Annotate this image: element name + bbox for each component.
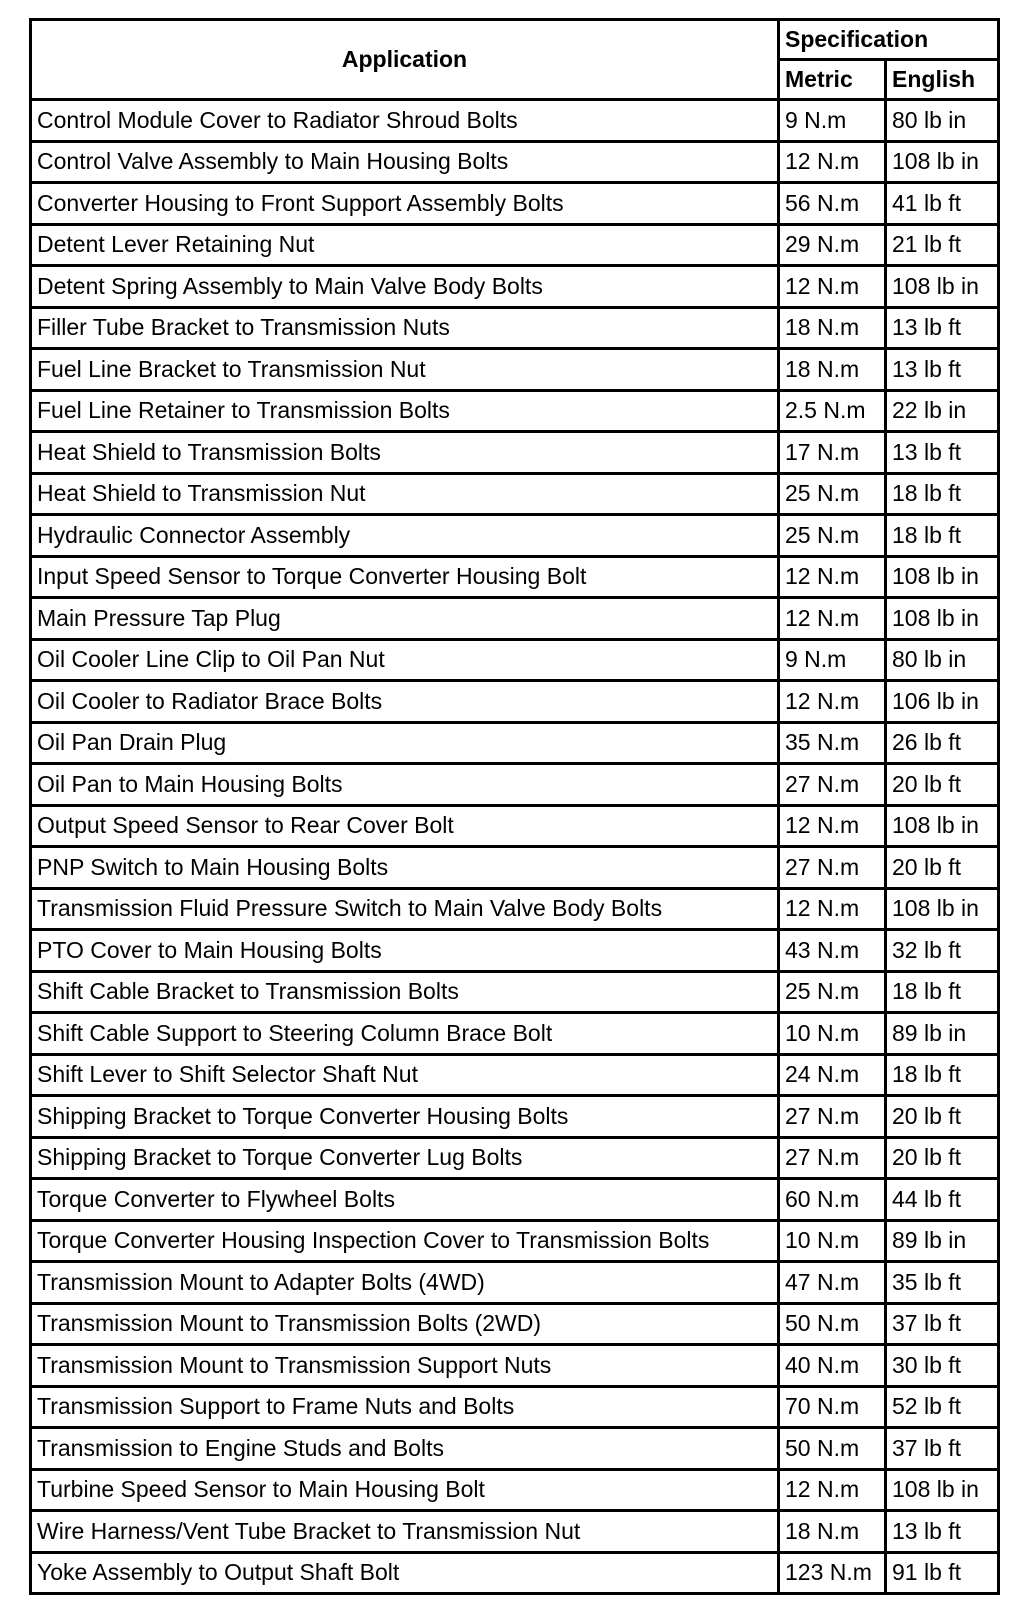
- table-row: [31, 1137, 999, 1179]
- table-row: [31, 307, 999, 349]
- torque-spec-table: [29, 18, 1000, 1595]
- metric-cell: 12 N.m: [779, 141, 886, 183]
- metric-header: Metric: [779, 60, 886, 100]
- table-row: [31, 1096, 999, 1138]
- table-row: [31, 183, 999, 225]
- application-cell: Torque Converter to Flywheel Bolts: [31, 1179, 779, 1221]
- metric-cell: 47 N.m: [779, 1262, 886, 1304]
- application-cell: Wire Harness/Vent Tube Bracket to Transmission Nut: [31, 1511, 779, 1553]
- table-row: [31, 100, 999, 142]
- metric-cell: 70 N.m: [779, 1386, 886, 1428]
- application-cell: Transmission Fluid Pressure Switch to Main Valve Body Bolts: [31, 888, 779, 930]
- application-cell: Input Speed Sensor to Torque Converter Housing Bolt: [31, 556, 779, 598]
- english-cell: 108 lb in: [886, 556, 999, 598]
- application-cell: Fuel Line Retainer to Transmission Bolts: [31, 390, 779, 432]
- table-row: [31, 349, 999, 391]
- metric-cell: 12 N.m: [779, 598, 886, 640]
- metric-cell: 2.5 N.m: [779, 390, 886, 432]
- english-cell: 18 lb ft: [886, 515, 999, 557]
- application-cell: Control Valve Assembly to Main Housing Bolts: [31, 141, 779, 183]
- table-row: [31, 473, 999, 515]
- metric-cell: 18 N.m: [779, 349, 886, 391]
- table-row: [31, 598, 999, 640]
- metric-cell: 10 N.m: [779, 1220, 886, 1262]
- metric-cell: 35 N.m: [779, 722, 886, 764]
- table-row: [31, 432, 999, 474]
- english-cell: 13 lb ft: [886, 432, 999, 474]
- application-cell: Transmission Mount to Transmission Bolts (2WD): [31, 1303, 779, 1345]
- table-row: [31, 1054, 999, 1096]
- metric-cell: 17 N.m: [779, 432, 886, 474]
- english-cell: 37 lb ft: [886, 1428, 999, 1470]
- metric-cell: 12 N.m: [779, 888, 886, 930]
- application-cell: Heat Shield to Transmission Bolts: [31, 432, 779, 474]
- application-cell: Hydraulic Connector Assembly: [31, 515, 779, 557]
- table-row: [31, 1220, 999, 1262]
- metric-cell: 10 N.m: [779, 1013, 886, 1055]
- english-cell: 89 lb in: [886, 1220, 999, 1262]
- metric-cell: 12 N.m: [779, 266, 886, 308]
- english-cell: 13 lb ft: [886, 349, 999, 391]
- english-cell: 37 lb ft: [886, 1303, 999, 1345]
- application-cell: Oil Pan to Main Housing Bolts: [31, 764, 779, 806]
- english-cell: 108 lb in: [886, 141, 999, 183]
- english-cell: 30 lb ft: [886, 1345, 999, 1387]
- metric-cell: 12 N.m: [779, 1469, 886, 1511]
- application-cell: Turbine Speed Sensor to Main Housing Bolt: [31, 1469, 779, 1511]
- english-cell: 80 lb in: [886, 639, 999, 681]
- table-row: [31, 1303, 999, 1345]
- english-cell: 44 lb ft: [886, 1179, 999, 1221]
- table-row: [31, 1262, 999, 1304]
- metric-cell: 29 N.m: [779, 224, 886, 266]
- english-cell: 21 lb ft: [886, 224, 999, 266]
- application-cell: Yoke Assembly to Output Shaft Bolt: [31, 1552, 779, 1594]
- table-row: [31, 1013, 999, 1055]
- application-cell: Fuel Line Bracket to Transmission Nut: [31, 349, 779, 391]
- application-header: Application: [31, 20, 779, 100]
- metric-cell: 40 N.m: [779, 1345, 886, 1387]
- english-cell: 18 lb ft: [886, 971, 999, 1013]
- application-cell: Shipping Bracket to Torque Converter Housing Bolts: [31, 1096, 779, 1138]
- table-row: [31, 556, 999, 598]
- application-cell: Transmission Support to Frame Nuts and Bolts: [31, 1386, 779, 1428]
- application-cell: Transmission Mount to Adapter Bolts (4WD): [31, 1262, 779, 1304]
- application-cell: Filler Tube Bracket to Transmission Nuts: [31, 307, 779, 349]
- table-row: [31, 930, 999, 972]
- english-cell: 89 lb in: [886, 1013, 999, 1055]
- english-cell: 35 lb ft: [886, 1262, 999, 1304]
- metric-cell: 56 N.m: [779, 183, 886, 225]
- table-row: [31, 847, 999, 889]
- metric-cell: 25 N.m: [779, 515, 886, 557]
- application-cell: Heat Shield to Transmission Nut: [31, 473, 779, 515]
- english-cell: 108 lb in: [886, 266, 999, 308]
- application-cell: Detent Lever Retaining Nut: [31, 224, 779, 266]
- metric-cell: 12 N.m: [779, 805, 886, 847]
- table-body: [31, 100, 999, 1594]
- metric-cell: 27 N.m: [779, 847, 886, 889]
- application-cell: Control Module Cover to Radiator Shroud Bolts: [31, 100, 779, 142]
- metric-cell: 18 N.m: [779, 307, 886, 349]
- application-cell: Shift Cable Support to Steering Column Brace Bolt: [31, 1013, 779, 1055]
- metric-cell: 27 N.m: [779, 764, 886, 806]
- application-cell: Torque Converter Housing Inspection Cover to Transmission Bolts: [31, 1220, 779, 1262]
- metric-cell: 12 N.m: [779, 681, 886, 723]
- english-cell: 22 lb in: [886, 390, 999, 432]
- table-row: [31, 1511, 999, 1553]
- application-cell: Oil Pan Drain Plug: [31, 722, 779, 764]
- table-row: [31, 639, 999, 681]
- application-cell: Shipping Bracket to Torque Converter Lug Bolts: [31, 1137, 779, 1179]
- english-cell: 91 lb ft: [886, 1552, 999, 1594]
- table-row: [31, 390, 999, 432]
- metric-cell: 27 N.m: [779, 1137, 886, 1179]
- metric-cell: 18 N.m: [779, 1511, 886, 1553]
- metric-cell: 123 N.m: [779, 1552, 886, 1594]
- metric-cell: 9 N.m: [779, 639, 886, 681]
- metric-cell: 25 N.m: [779, 971, 886, 1013]
- application-cell: Transmission to Engine Studs and Bolts: [31, 1428, 779, 1470]
- english-cell: 108 lb in: [886, 1469, 999, 1511]
- english-cell: 20 lb ft: [886, 1137, 999, 1179]
- table-row: [31, 722, 999, 764]
- application-cell: PTO Cover to Main Housing Bolts: [31, 930, 779, 972]
- english-cell: 41 lb ft: [886, 183, 999, 225]
- metric-cell: 27 N.m: [779, 1096, 886, 1138]
- application-cell: Oil Cooler Line Clip to Oil Pan Nut: [31, 639, 779, 681]
- english-cell: 18 lb ft: [886, 1054, 999, 1096]
- table-row: [31, 1386, 999, 1428]
- english-cell: 13 lb ft: [886, 307, 999, 349]
- application-cell: Output Speed Sensor to Rear Cover Bolt: [31, 805, 779, 847]
- application-cell: Detent Spring Assembly to Main Valve Body Bolts: [31, 266, 779, 308]
- table-row: [31, 224, 999, 266]
- metric-cell: 25 N.m: [779, 473, 886, 515]
- english-cell: 80 lb in: [886, 100, 999, 142]
- table-row: [31, 1428, 999, 1470]
- english-header: English: [886, 60, 999, 100]
- metric-cell: 50 N.m: [779, 1428, 886, 1470]
- english-cell: 52 lb ft: [886, 1386, 999, 1428]
- english-cell: 106 lb in: [886, 681, 999, 723]
- english-cell: 20 lb ft: [886, 1096, 999, 1138]
- table-row: [31, 515, 999, 557]
- english-cell: 20 lb ft: [886, 847, 999, 889]
- metric-cell: 12 N.m: [779, 556, 886, 598]
- metric-cell: 24 N.m: [779, 1054, 886, 1096]
- application-cell: PNP Switch to Main Housing Bolts: [31, 847, 779, 889]
- metric-cell: 43 N.m: [779, 930, 886, 972]
- specification-header: Specification: [779, 20, 999, 60]
- application-cell: Transmission Mount to Transmission Support Nuts: [31, 1345, 779, 1387]
- application-cell: Oil Cooler to Radiator Brace Bolts: [31, 681, 779, 723]
- english-cell: 20 lb ft: [886, 764, 999, 806]
- application-cell: Shift Cable Bracket to Transmission Bolts: [31, 971, 779, 1013]
- header-row-top: [31, 20, 999, 60]
- english-cell: 26 lb ft: [886, 722, 999, 764]
- metric-cell: 60 N.m: [779, 1179, 886, 1221]
- table-row: [31, 1345, 999, 1387]
- table-row: [31, 1469, 999, 1511]
- english-cell: 32 lb ft: [886, 930, 999, 972]
- english-cell: 108 lb in: [886, 598, 999, 640]
- table-header: [31, 20, 999, 100]
- table-row: [31, 1552, 999, 1594]
- table-row: [31, 805, 999, 847]
- metric-cell: 9 N.m: [779, 100, 886, 142]
- metric-cell: 50 N.m: [779, 1303, 886, 1345]
- english-cell: 108 lb in: [886, 888, 999, 930]
- table-row: [31, 764, 999, 806]
- application-cell: Main Pressure Tap Plug: [31, 598, 779, 640]
- english-cell: 108 lb in: [886, 805, 999, 847]
- table-row: [31, 888, 999, 930]
- english-cell: 13 lb ft: [886, 1511, 999, 1553]
- table-row: [31, 266, 999, 308]
- table-row: [31, 681, 999, 723]
- table-row: [31, 1179, 999, 1221]
- table-row: [31, 971, 999, 1013]
- application-cell: Shift Lever to Shift Selector Shaft Nut: [31, 1054, 779, 1096]
- english-cell: 18 lb ft: [886, 473, 999, 515]
- application-cell: Converter Housing to Front Support Assembly Bolts: [31, 183, 779, 225]
- table-row: [31, 141, 999, 183]
